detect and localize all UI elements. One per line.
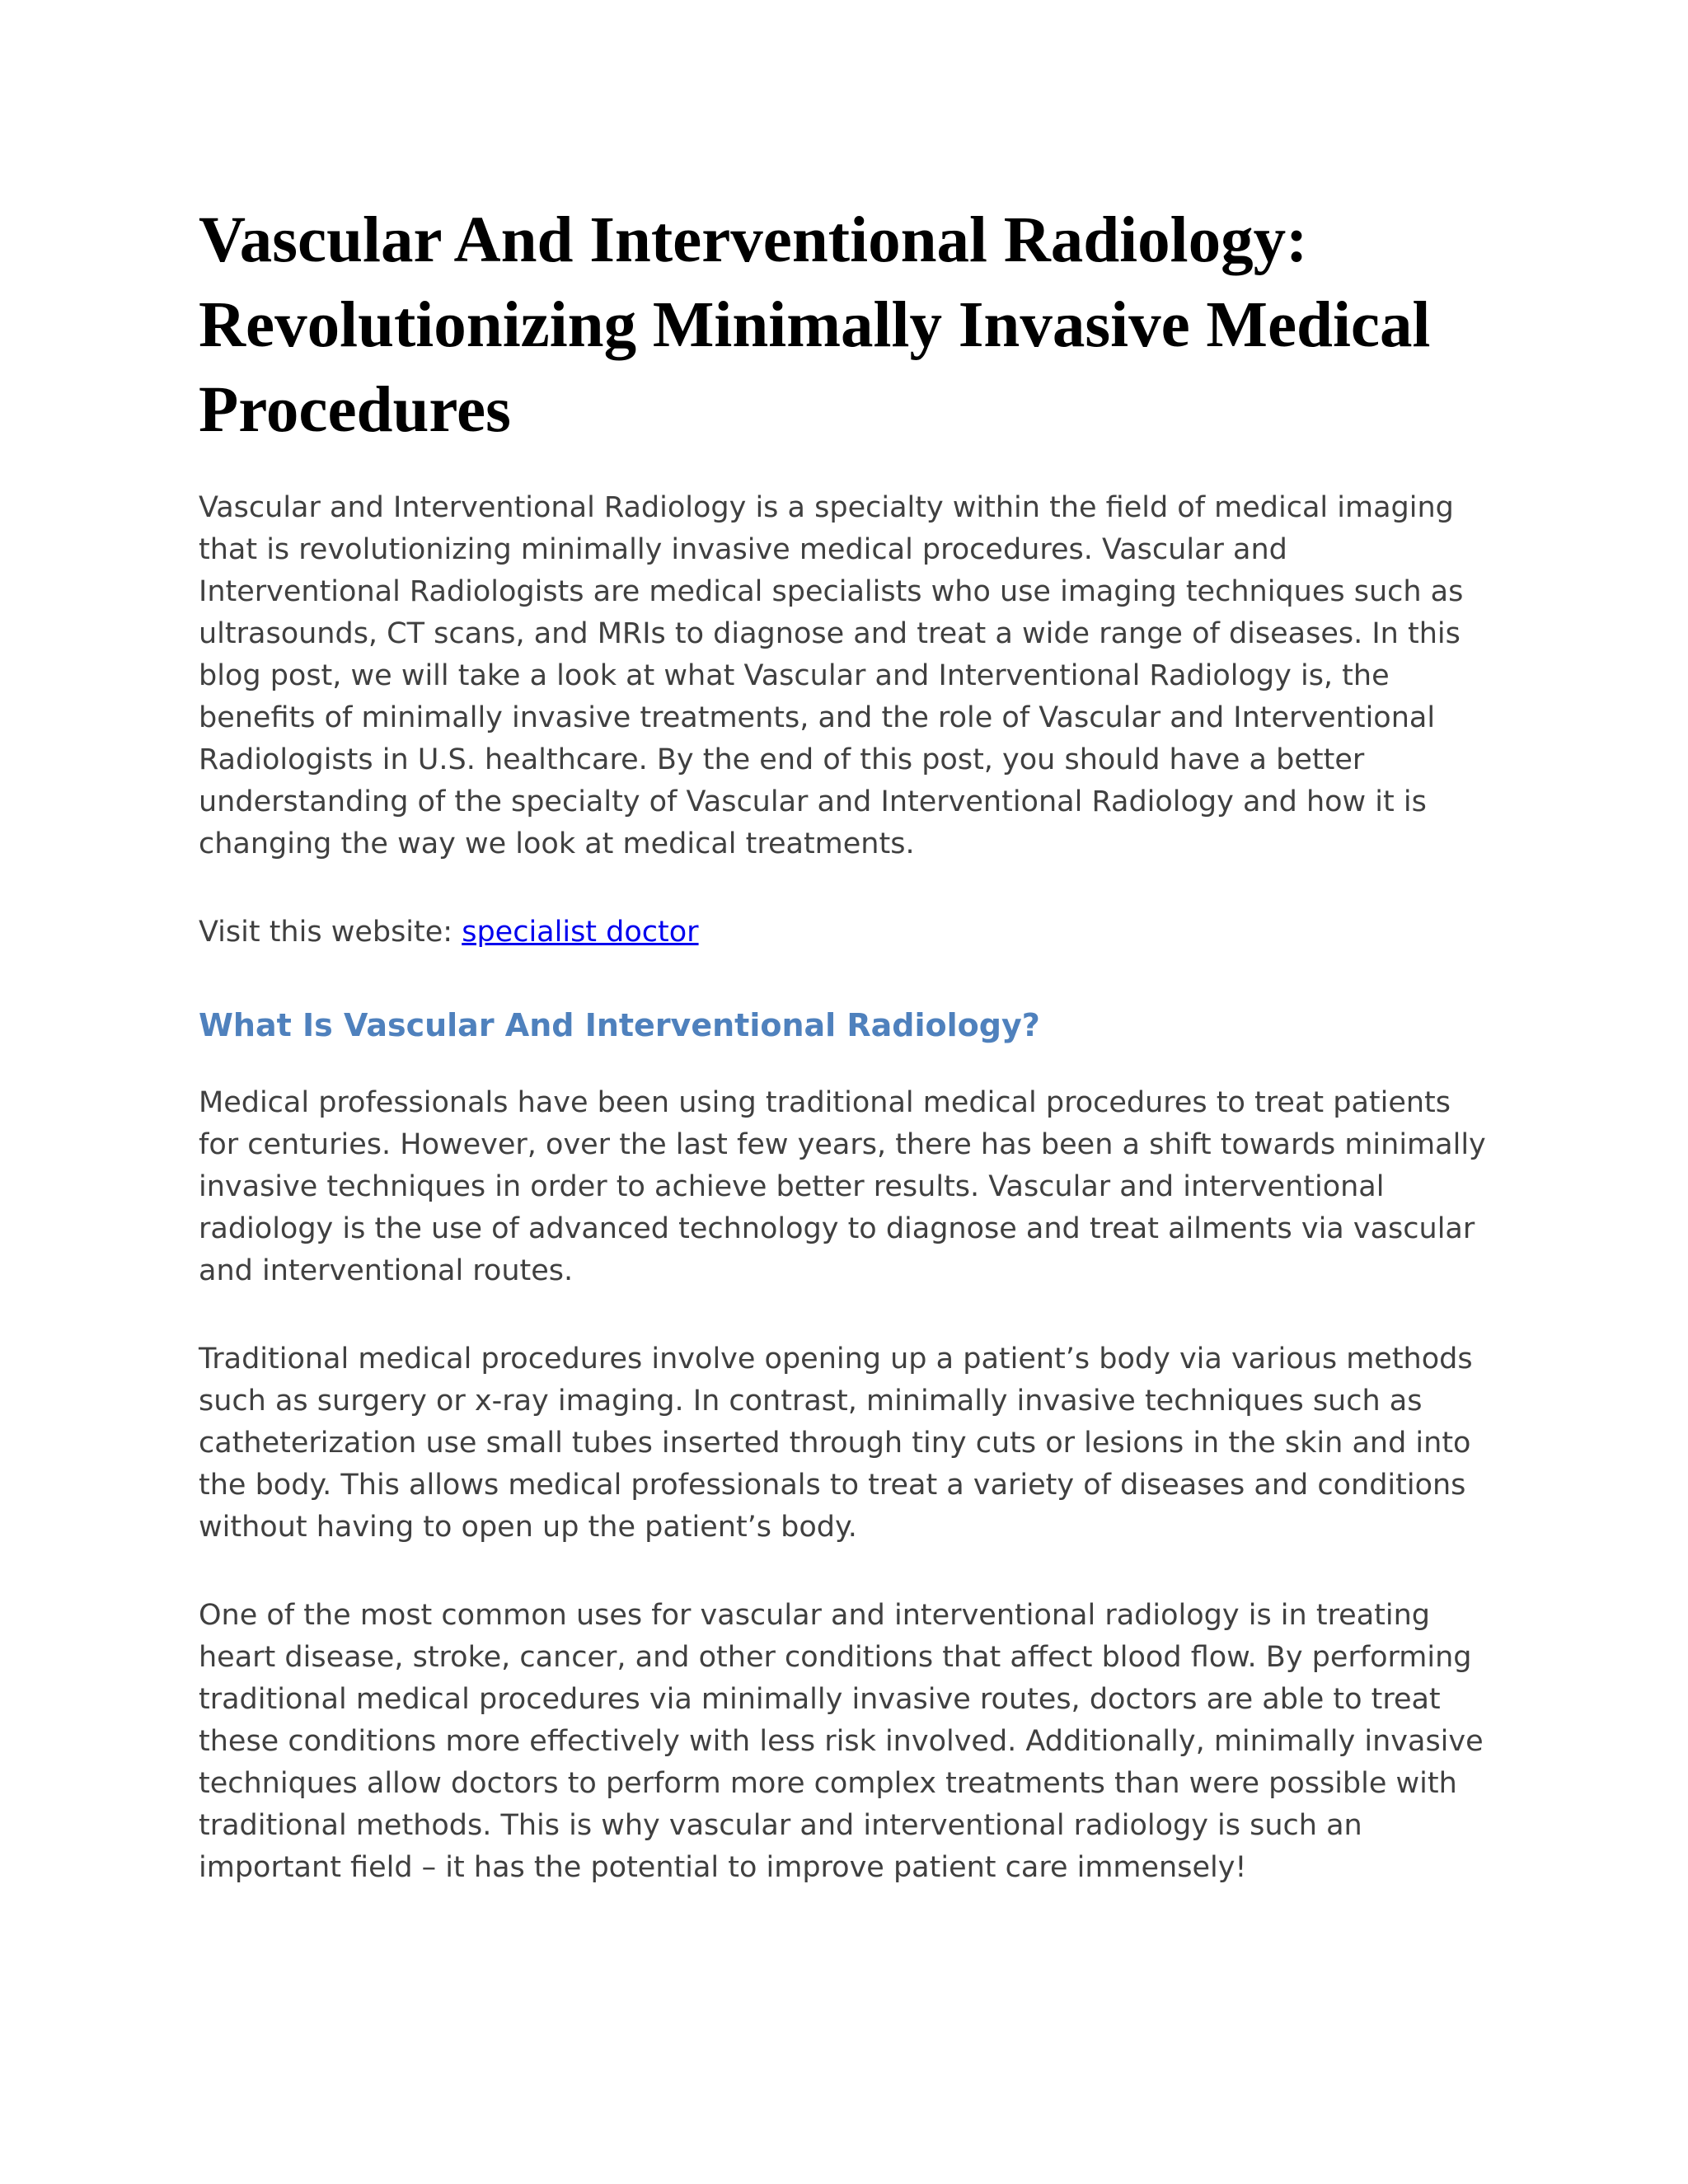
body-paragraph-1: Medical professionals have been using traditional medical procedures to treat patients for centuries. However, over the last few years, there has been a shift towards minimally invasive techniques in order to achieve better results. Vascular and interventional radiology is the use of advanced technology to diagnose and treat ailments via vascular and interventional routes. xyxy=(199,1086,1486,1287)
visit-prefix: Visit this website: xyxy=(199,916,462,949)
document-title: Vascular And Interventional Radiology: Revolutionizing Minimally Invasive Medical Procedures xyxy=(199,204,1431,446)
body-paragraph-2: Traditional medical procedures involve opening up a patient’s body via various methods such as surgery or x-ray imaging. In contrast, minimally invasive techniques such as catheterization use small tubes inserted through tiny cuts or lesions in the skin and into the body. This allows medical professionals to treat a variety of diseases and conditions without having to open up the patient’s body. xyxy=(199,1343,1473,1544)
visit-line xyxy=(199,912,1493,954)
body-paragraph-3: One of the most common uses for vascular and interventional radiology is in treating heart disease, stroke, cancer, and other conditions that affect blood flow. By performing traditional medical procedures via minimally invasive routes, doctors are able to treat these conditions more effectively with less risk involved. Additionally, minimally invasive techniques allow doctors to perform more complex treatments than were possible with traditional methods. This is why vascular and interventional radiology is such an important field – it has the potential to improve patient care immensely! xyxy=(199,1599,1484,1884)
document-page xyxy=(199,198,1493,1889)
intro-paragraph: Vascular and Interventional Radiology is a specialty within the field of medical imaging that is revolutionizing minimally invasive medical procedures. Vascular and Interventional Radiologists are medical specialists who use imaging techniques such as ultrasounds, CT scans, and MRIs to diagnose and treat a wide range of diseases. In this blog post, we will take a look at what Vascular and Interventional Radiology is, the benefits of minimally invasive treatments, and the role of Vascular and Interventional Radiologists in U.S. healthcare. By the end of this post, you should have a better understanding of the specialty of Vascular and Interventional Radiology and how it is changing the way we look at medical treatments. xyxy=(199,491,1464,860)
section-heading: What Is Vascular And Interventional Radiology? xyxy=(199,1007,1040,1043)
specialist-doctor-link[interactable]: specialist doctor xyxy=(462,916,699,949)
